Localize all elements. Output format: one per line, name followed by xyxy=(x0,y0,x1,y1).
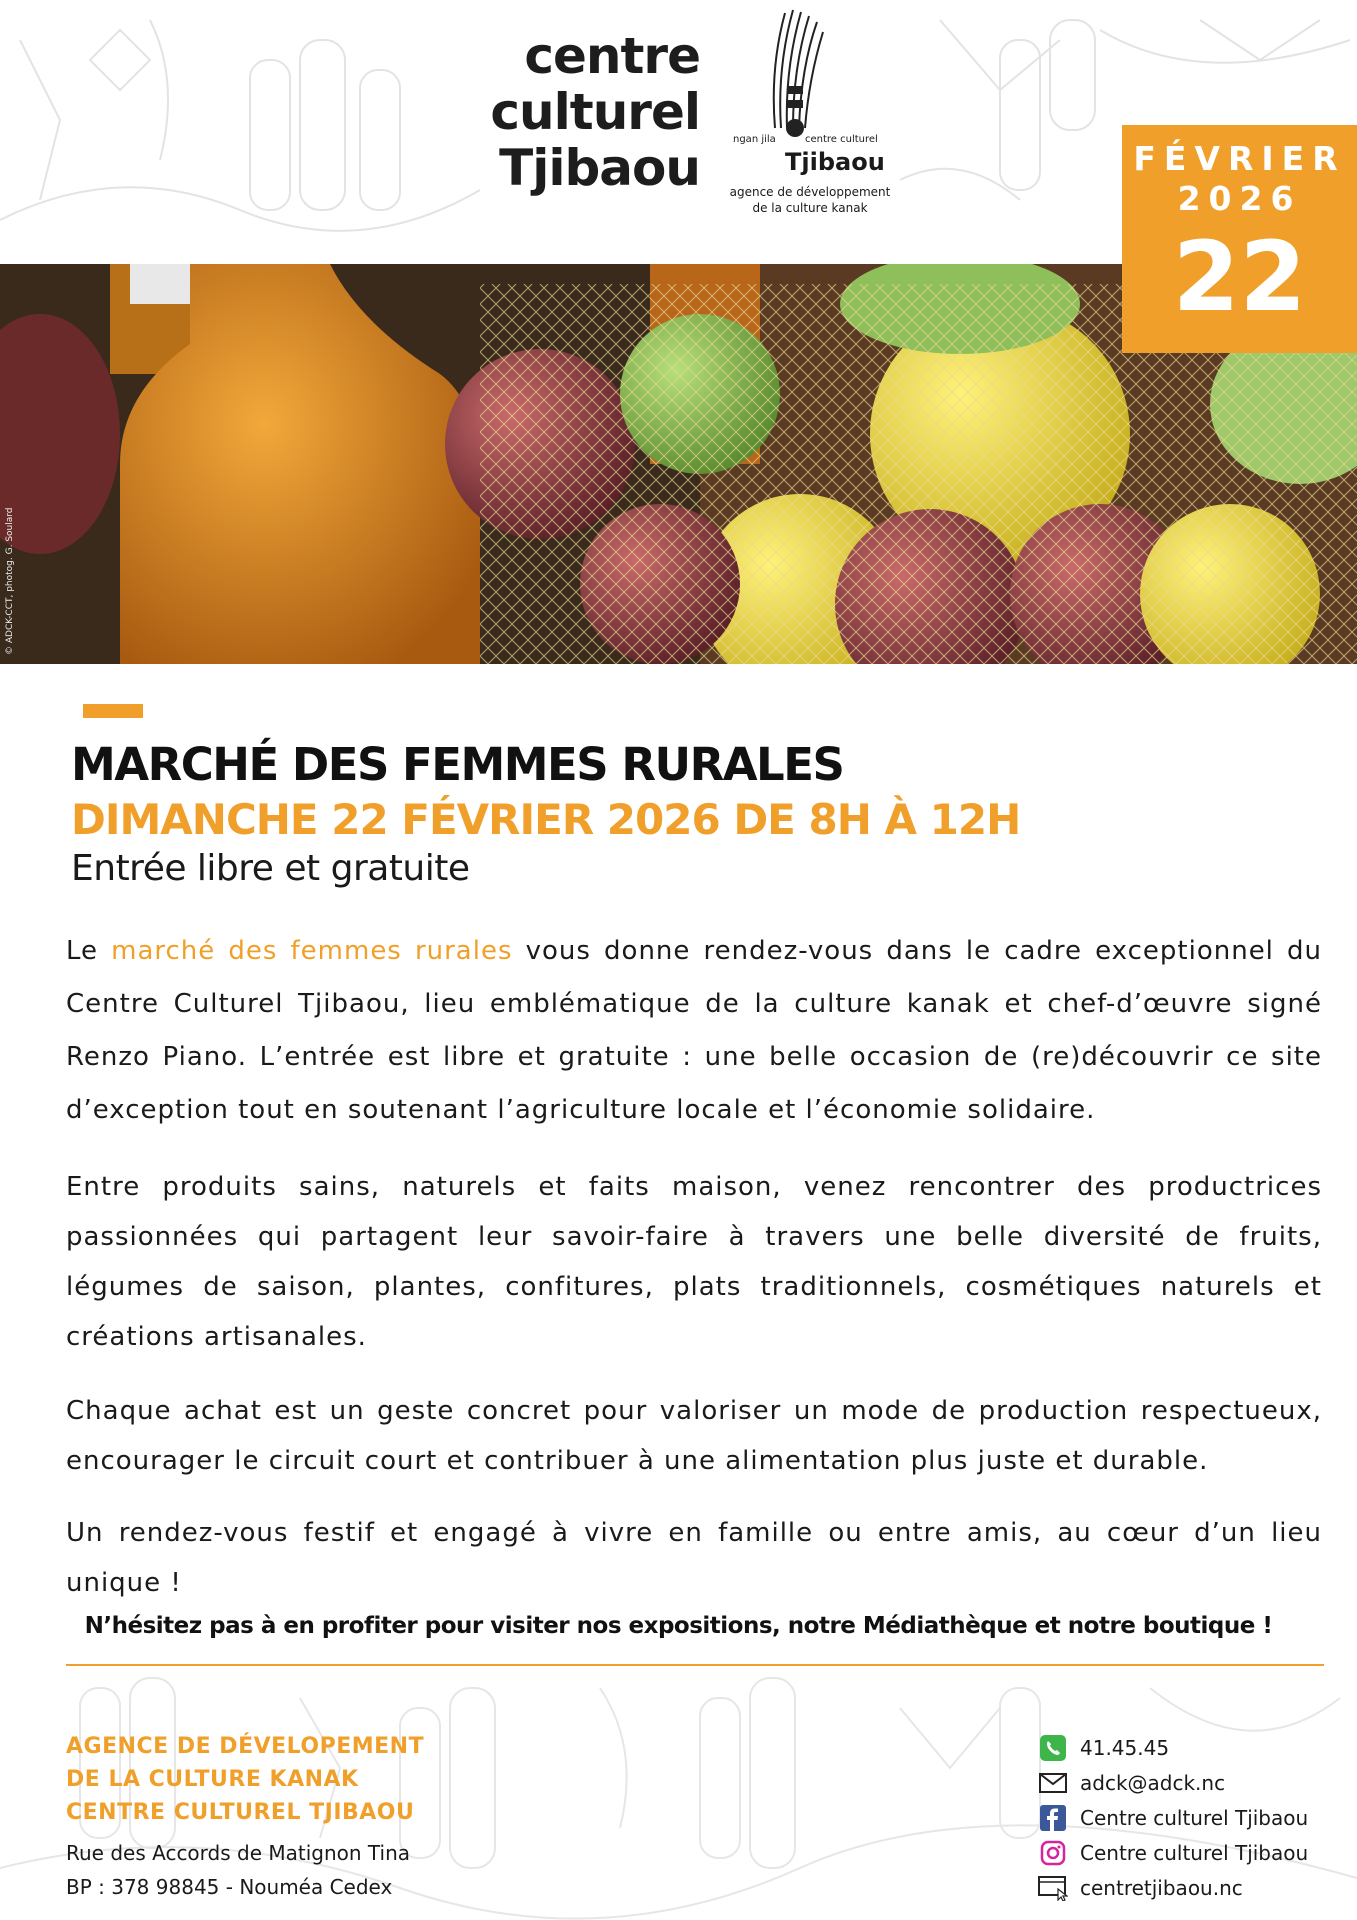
instagram-handle: Centre culturel Tjibaou xyxy=(1080,1840,1309,1865)
badge-day: 22 xyxy=(1172,221,1307,333)
badge-month: FÉVRIER xyxy=(1133,139,1346,178)
body-paragraph-1: Le marché des femmes rurales vous donne rendez-vous dans le cadre exceptionnel du Centre Culturel Tjibaou, lieu emblématique de la culture kanak et chef-d’œuvre signé Renzo Piano. L’entrée est libre et gratuite : une belle occasion de (re)découvrir ce site d’exception tout en soutenant l’agriculture locale et l’économie solidaire. xyxy=(66,936,1322,1125)
agency-logo xyxy=(725,8,895,218)
highlight-text: marché des femmes rurales xyxy=(111,936,513,966)
email-address: adck@adck.nc xyxy=(1080,1770,1226,1795)
body-paragraph-3: Chaque achat est un geste concret pour valoriser un mode de production respectueux, encourager le circuit court et contribuer à une alimentation plus juste et durable. xyxy=(66,1396,1322,1476)
logo-agency-line-1: agence de développement xyxy=(729,185,891,199)
badge-year: 2026 xyxy=(1177,179,1302,218)
body-paragraph-2: Entre produits sains, naturels et faits maison, venez rencontrer des productrices passionnées qui partagent leur savoir-faire à travers une belle diversité de fruits, légumes de saison, plantes, confitures, plats traditionnels, cosmétiques naturels et créations artisanales. xyxy=(66,1172,1322,1352)
website-url: centretjibaou.nc xyxy=(1080,1875,1243,1900)
body-paragraph-4: Un rendez-vous festif et engagé à vivre en famille ou entre amis, au cœur d’un lieu unique ! xyxy=(66,1518,1322,1598)
phone-icon xyxy=(1038,1733,1068,1763)
event-entry: Entrée libre et gratuite xyxy=(71,848,470,889)
contact-phone[interactable] xyxy=(1038,1730,1338,1765)
facebook-handle: Centre culturel Tjibaou xyxy=(1080,1805,1309,1830)
brand-line-1: centre xyxy=(524,27,700,85)
footer-divider xyxy=(66,1664,1324,1666)
brand-logo xyxy=(470,28,700,196)
contact-website[interactable] xyxy=(1038,1870,1338,1905)
visit-note: N’hésitez pas à en profiter pour visiter nos expositions, notre Médiathèque et notre boutique ! xyxy=(84,1613,1273,1639)
contact-list xyxy=(1038,1730,1338,1905)
address-line-2: BP : 378 98845 - Nouméa Cedex xyxy=(66,1875,393,1899)
agency-line-2: DE LA CULTURE KANAK xyxy=(66,1767,359,1792)
phone-number: 41.45.45 xyxy=(1080,1735,1170,1760)
contact-instagram[interactable] xyxy=(1038,1835,1338,1870)
logo-agency-line-2: de la culture kanak xyxy=(752,201,868,215)
logo-centre-culturel: centre culturel xyxy=(805,134,878,145)
brand-line-3: Tjibaou xyxy=(499,139,700,197)
brand-line-2: culturel xyxy=(490,83,700,141)
address-line-1: Rue des Accords de Matignon Tina xyxy=(66,1841,411,1865)
photo-credit: © ADCK-CCT, photog. G. Soulard xyxy=(5,507,15,655)
email-icon xyxy=(1038,1768,1068,1798)
agency-line-3: CENTRE CULTUREL TJIBAOU xyxy=(66,1800,415,1825)
agency-name xyxy=(66,1730,424,1829)
web-icon xyxy=(1038,1873,1068,1903)
agency-logo-mark xyxy=(725,8,895,138)
agency-line-1: AGENCE DE DÉVELOPEMENT xyxy=(66,1734,425,1759)
logo-ngan-jila: ngan jila xyxy=(733,134,776,145)
contact-facebook[interactable] xyxy=(1038,1800,1338,1835)
facebook-icon xyxy=(1038,1803,1068,1833)
contact-email[interactable] xyxy=(1038,1765,1338,1800)
accent-dash xyxy=(83,704,143,718)
date-badge xyxy=(1122,125,1357,353)
event-date: DIMANCHE 22 FÉVRIER 2026 DE 8H À 12H xyxy=(71,795,1021,844)
event-title: MARCHÉ DES FEMMES RURALES xyxy=(71,738,844,791)
instagram-icon xyxy=(1038,1838,1068,1868)
address xyxy=(66,1836,410,1904)
logo-tjibaou: Tjibaou xyxy=(785,148,885,176)
